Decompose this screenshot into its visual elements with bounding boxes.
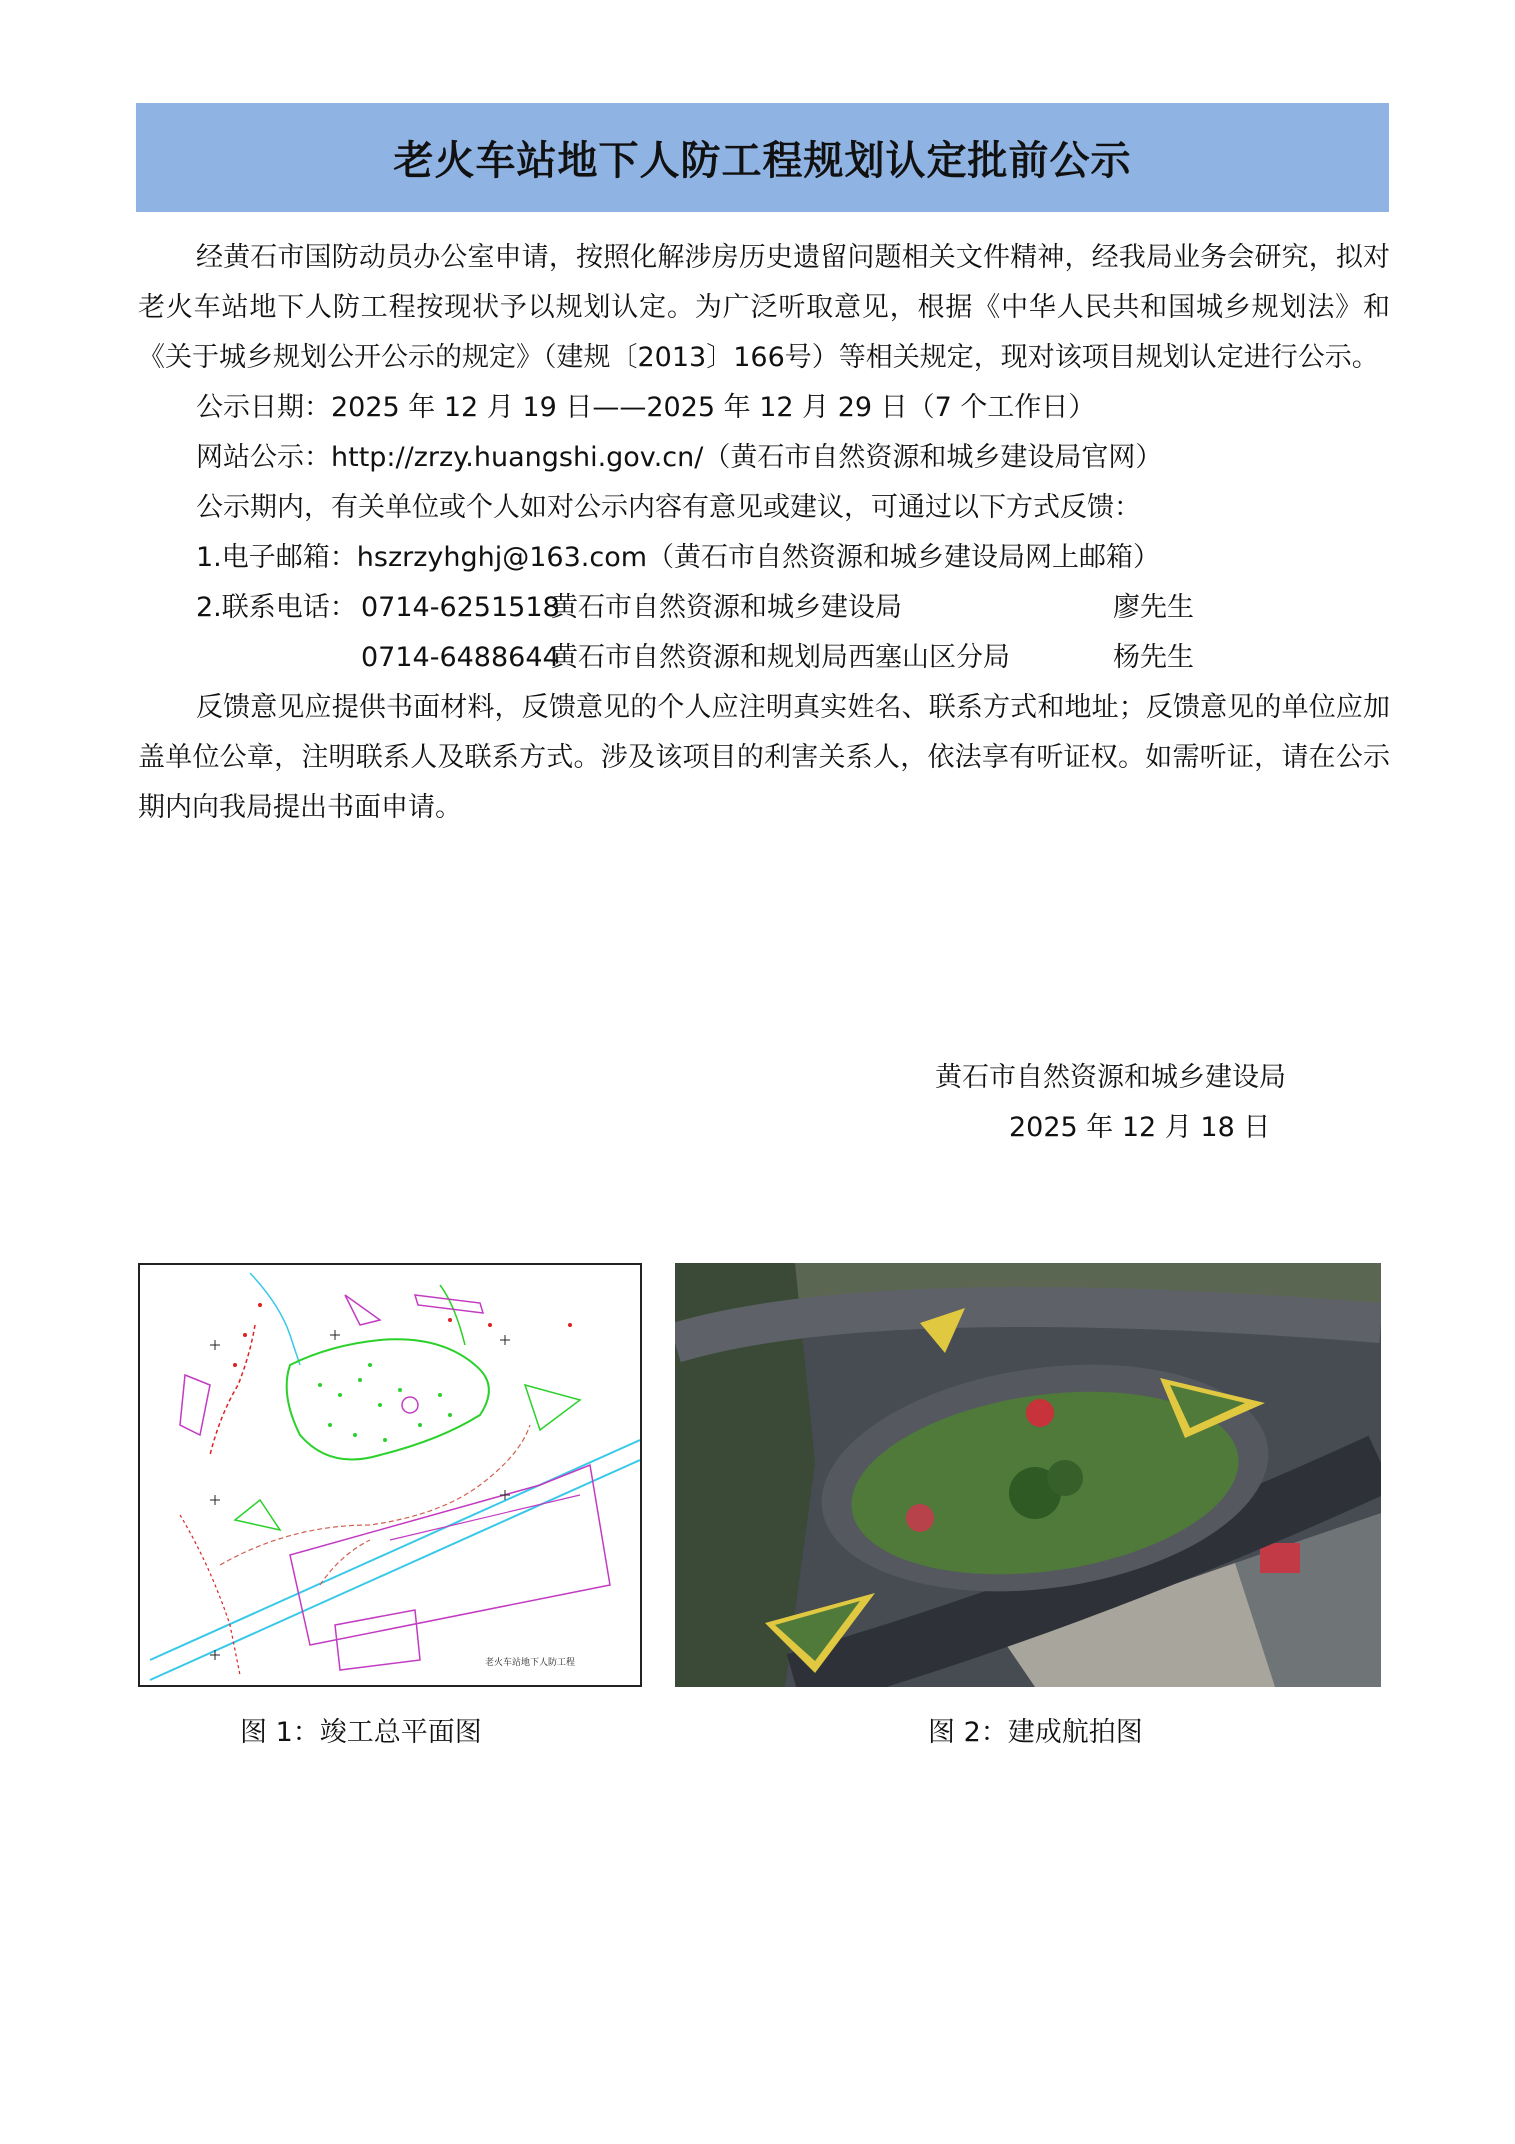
phone-contact: 廖先生	[1113, 592, 1194, 623]
closing-paragraph: 反馈意见应提供书面材料，反馈意见的个人应注明真实姓名、联系方式和地址；反馈意见的单位应加盖单位公章，注明联系人及联系方式。涉及该项目的利害关系人，依法享有听证权。如需听证，请在公示期内向我局提出书面申请。	[138, 692, 1390, 823]
feedback-intro-line: 公示期内，有关单位或个人如对公示内容有意见或建议，可通过以下方式反馈：	[196, 492, 1141, 523]
site-plan-drawing	[140, 1265, 640, 1685]
signature-date: 2025 年 12 月 18 日	[1009, 1112, 1271, 1143]
phone-org: 黄石市自然资源和城乡建设局	[551, 592, 902, 623]
phone-label-spacer	[196, 633, 361, 683]
email-line: 1.电子邮箱：hszrzyhghj@163.com（黄石市自然资源和城乡建设局网上邮箱）	[196, 542, 1161, 573]
site-plan-figure	[138, 1263, 642, 1687]
phone-line-1	[138, 583, 1390, 633]
period-line: 公示日期：2025 年 12 月 19 日——2025 年 12 月 29 日（7 个工作日）	[196, 392, 1096, 423]
page-title: 老火车站地下人防工程规划认定批前公示	[393, 137, 1132, 184]
phone-number: 0714-6488644	[361, 642, 560, 673]
figure-1-caption: 图 1：竣工总平面图	[240, 1717, 482, 1748]
notice-body	[138, 233, 1390, 833]
phone-org: 黄石市自然资源和规划局西塞山区分局	[551, 642, 1010, 673]
phone-contact: 杨先生	[1113, 642, 1194, 673]
phone-line-2	[138, 633, 1390, 683]
website-line: 网站公示：http://zrzy.huangshi.gov.cn/（黄石市自然资源和城乡建设局官网）	[196, 442, 1163, 473]
figure-2-caption: 图 2：建成航拍图	[928, 1717, 1143, 1748]
signature-block	[935, 1053, 1375, 1153]
intro-paragraph: 经黄石市国防动员办公室申请，按照化解涉房历史遗留问题相关文件精神，经我局业务会研究，拟对老火车站地下人防工程按现状予以规划认定。为广泛听取意见，根据《中华人民共和国城乡规划法》和《关于城乡规划公开公示的规定》（建规〔2013〕166号）等相关规定，现对该项目规划认定进行公示。	[138, 242, 1390, 373]
title-banner	[136, 103, 1389, 212]
signature-org: 黄石市自然资源和城乡建设局	[935, 1062, 1286, 1093]
phone-number: 0714-6251518	[361, 592, 560, 623]
phone-label: 2.联系电话：	[196, 592, 357, 623]
aerial-photo-figure	[675, 1263, 1381, 1687]
drawing-label: 老火车站地下人防工程	[485, 1658, 576, 1668]
aerial-photo-image	[675, 1263, 1381, 1687]
